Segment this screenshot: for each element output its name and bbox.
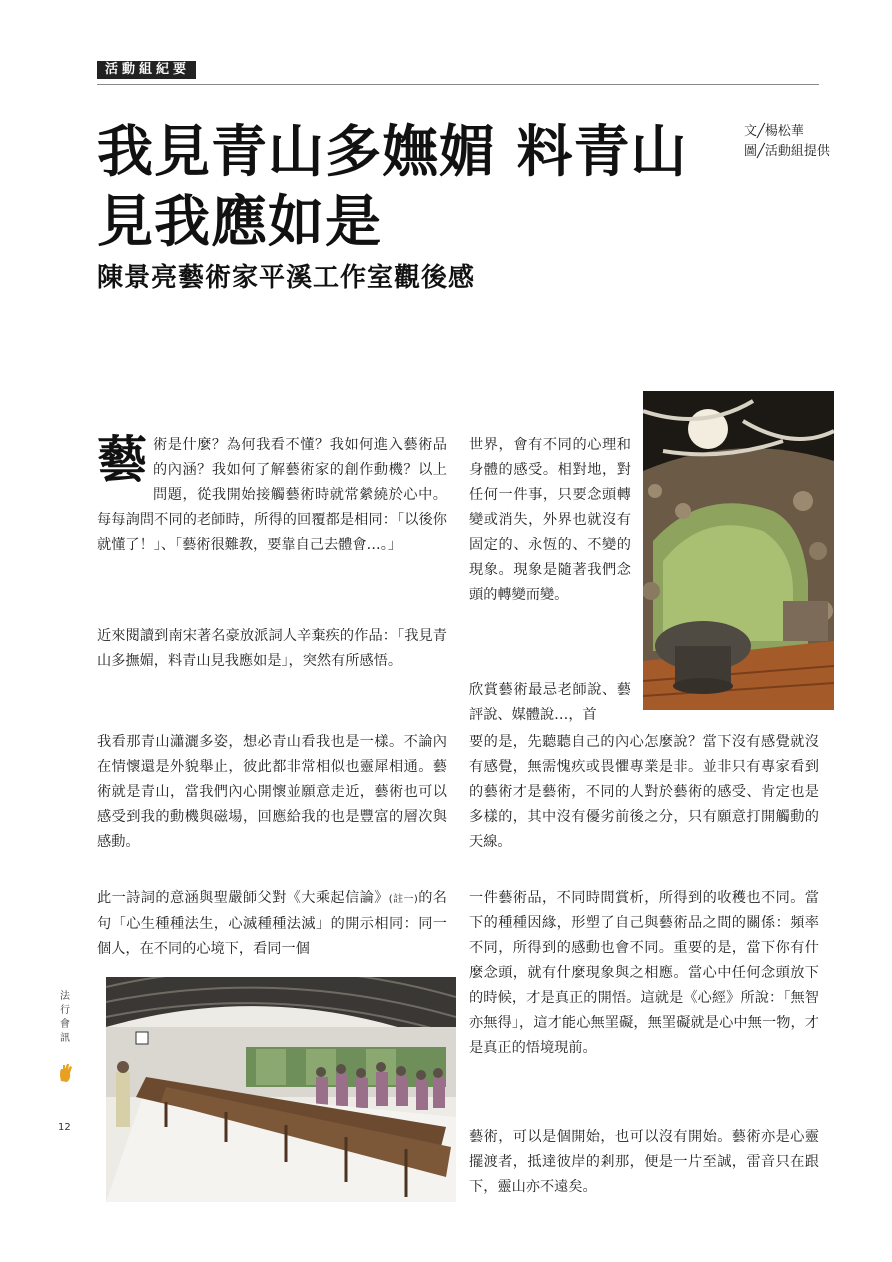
drop-cap: 藝 (97, 430, 147, 489)
gallery-visitors-photo (106, 977, 456, 1202)
paragraph-1 (97, 430, 447, 558)
paragraph-4-b: 的名句「心生種種法生，心滅種種法滅」的開示相同：同一個人，在不同的心境下，看同一個 (97, 890, 447, 957)
paragraph-6-a: 欣賞藝術最忌老師說、藝評說、媒體說…，首 (469, 682, 631, 723)
paragraph-4-a: 此一詩詞的意涵與聖嚴師父對《大乘起信論》 (97, 890, 389, 906)
article-subtitle: 陳景亮藝術家平溪工作室觀後感 (97, 263, 476, 293)
paragraph-8: 藝術，可以是個開始，也可以沒有開始。藝術亦是心靈擺渡者，抵達彼岸的剎那，便是一片至誠，雷音只在跟下，靈山亦不遠矣。 (469, 1129, 819, 1195)
photo-credit: 圖╱活動組提供 (744, 144, 830, 159)
paragraph-5: 世界，會有不同的心理和身體的感受。相對地，對任何一件事，只要念頭轉變或消失，外界也就沒有固定的、永恆的、不變的現象。現象是隨著我們念頭的轉變而變。 (469, 437, 631, 603)
article-credits (744, 122, 830, 162)
paragraph-1-text: 術是什麼？為何我看不懂？我如何進入藝術品的內涵？我如何了解藝術家的創作動機？以上問題，從我開始接觸藝術時就常縈繞於心中。每每詢問不同的老師時，所得的回覆都是相同：「以後你就懂了！」、「藝術很難教，要靠自己去體會…。」 (97, 437, 447, 553)
paragraph-3: 我看那青山瀟灑多姿，想必青山看我也是一樣。不論內在情懷還是外貌舉止，彼此都非常相似也靈犀相通。藝術就是青山，當我們內心開懷並願意走近，藝術也可以感受到我的動機與磁場，回應給我的也是豐富的層次與感動。 (97, 734, 447, 850)
paragraph-7: 一件藝術品，不同時間賞析，所得到的收穫也不同。當下的種種因緣，形塑了自己與藝術品之間的關係：頻率不同，所得到的感動也會不同。重要的是，當下你有什麼念頭，就有什麼現象與之相應。當心中任何念頭放下的時候，才是真正的開悟。這就是《心經》所說：「無智亦無得」，這才能心無罣礙，無罣礙就是心中無一物，才是真正的悟境現前。 (469, 890, 819, 1056)
studio-cave-photo (643, 391, 834, 710)
author-credit: 文╱楊松華 (744, 124, 804, 139)
paragraph-2: 近來閱讀到南宋著名豪放派詞人辛棄疾的作品：「我見青山多撫媚，料青山見我應如是」，突然有所感悟。 (97, 628, 447, 669)
header-rule (97, 84, 819, 85)
paragraph-6-b: 要的是，先聽聽自己的內心怎麼說？當下沒有感覺就沒有感覺，無需愧疚或畏懼專業是非。並非只有專家看到的藝術才是藝術，不同的人對於藝術的感受、肯定也是多樣的，其中沒有優劣前後之分，只有願意打開觸動的天線。 (469, 734, 819, 850)
article-title: 我見青山多嫵媚 料青山見我應如是 (97, 119, 688, 255)
section-label: 活動組紀要 (97, 61, 196, 79)
magazine-logo-text: 法行會訊 (60, 991, 70, 1044)
hand-logo-icon (58, 1063, 74, 1083)
page-number: 12 (58, 1122, 71, 1133)
footnote-ref: (註一) (388, 894, 418, 905)
paragraph-4 (97, 886, 447, 962)
